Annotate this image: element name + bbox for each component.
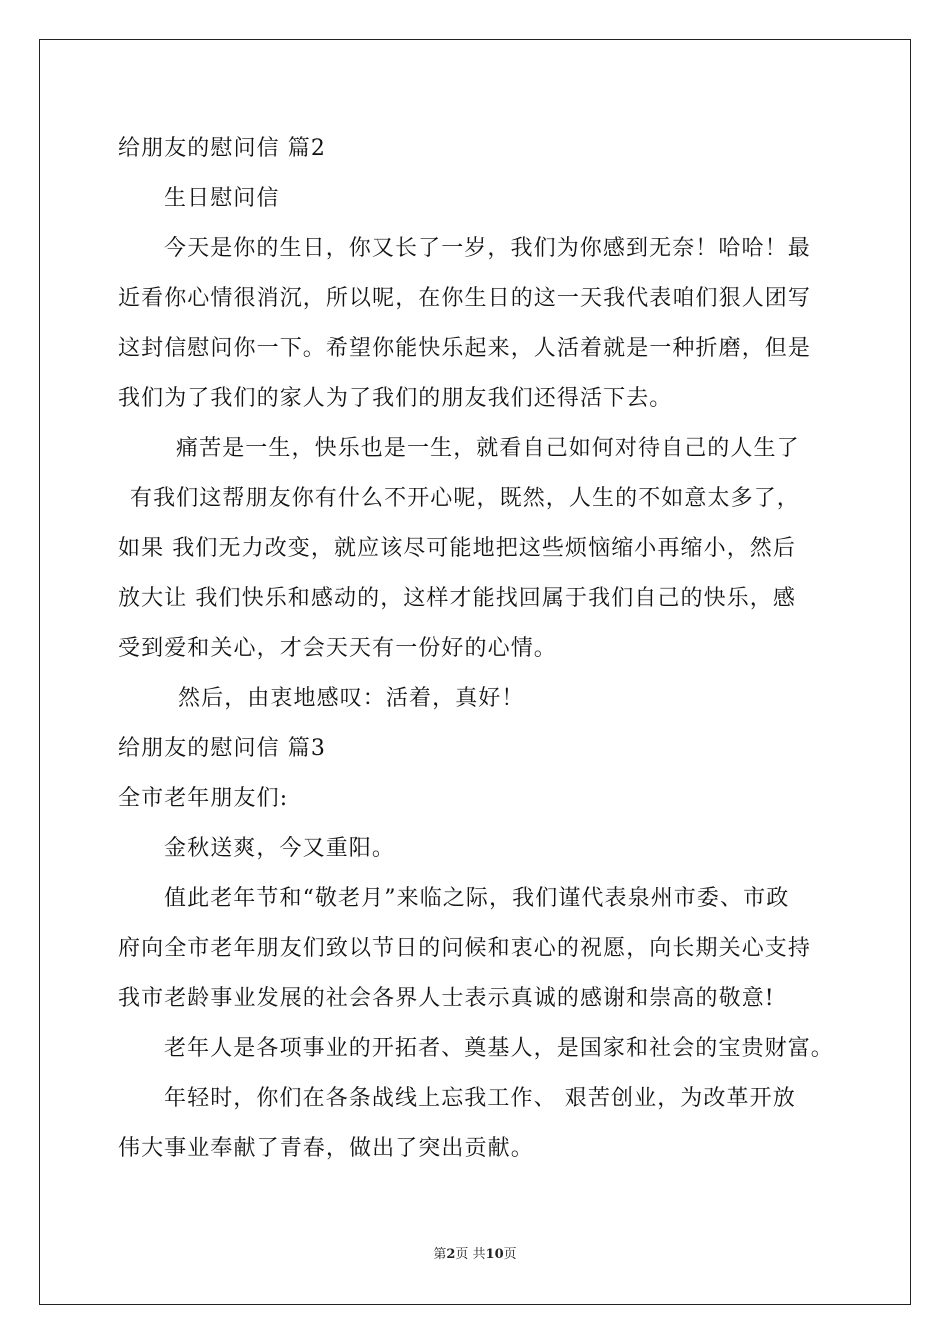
section2-para2-line3: 如果 我们无力改变，就应该尽可能地把这些烦恼缩小再缩小，然后 (118, 536, 796, 561)
footer-total-pages: 10 (485, 1247, 504, 1262)
section3-salutation: 全市老年朋友们: (118, 786, 289, 811)
section2-para3: 然后，由衷地感叹：活着，真好！ (178, 686, 525, 711)
footer-mid: 页 共 (455, 1247, 486, 1262)
section2-heading: 给朋友的慰问信 篇2 (118, 136, 326, 161)
section3-para1: 金秋送爽，今又重阳。 (164, 836, 396, 861)
page-border (39, 39, 911, 1305)
section2-para1-line1: 今天是你的生日，你又长了一岁，我们为你感到无奈！哈哈！最 (164, 236, 811, 261)
section3-para4-line2: 伟大事业奉献了青春，做出了突出贡献。 (118, 1136, 534, 1161)
footer-prefix: 第 (433, 1247, 447, 1262)
section3-para2-line2: 府向全市老年朋友们致以节日的问候和衷心的祝愿，向长期关心支持 (118, 936, 812, 961)
section3-para2-line1: 值此老年节和“敬老月”来临之际，我们谨代表泉州市委、市政 (164, 886, 790, 911)
section3-para2-line3: 我市老龄事业发展的社会各界人士表示真诚的感谢和崇高的敬意! (118, 986, 775, 1011)
section2-subtitle: 生日慰问信 (164, 186, 280, 211)
footer-suffix: 页 (503, 1247, 517, 1262)
section2-para2-line5: 受到爱和关心，才会天天有一份好的心情。 (118, 636, 557, 661)
section3-heading: 给朋友的慰问信 篇3 (118, 736, 326, 761)
section2-para1-line3: 这封信慰问你一下。希望你能快乐起来，人活着就是一种折磨，但是 (118, 336, 812, 361)
footer-current-page: 2 (446, 1247, 456, 1262)
section2-para2-line1: 痛苦是一生，快乐也是一生，就看自己如何对待自己的人生了 (176, 436, 800, 461)
section3-para3: 老年人是各项事业的开拓者、奠基人，是国家和社会的宝贵财富。 (164, 1036, 834, 1061)
section2-para2-line2: 有我们这帮朋友你有什么不开心呢，既然，人生的不如意太多了， (130, 486, 800, 511)
section2-para1-line2: 近看你心情很消沉，所以呢，在你生日的这一天我代表咱们狠人团写 (118, 286, 812, 311)
section2-para2-line4: 放大让 我们快乐和感动的，这样才能找回属于我们自己的快乐，感 (118, 586, 796, 611)
section2-para1-line4: 我们为了我们的家人为了我们的朋友我们还得活下去。 (118, 386, 673, 411)
page-number-footer (0, 1246, 950, 1264)
section3-para4-line1: 年轻时，你们在各条战线上忘我工作、 艰苦创业，为改革开放 (164, 1086, 796, 1111)
